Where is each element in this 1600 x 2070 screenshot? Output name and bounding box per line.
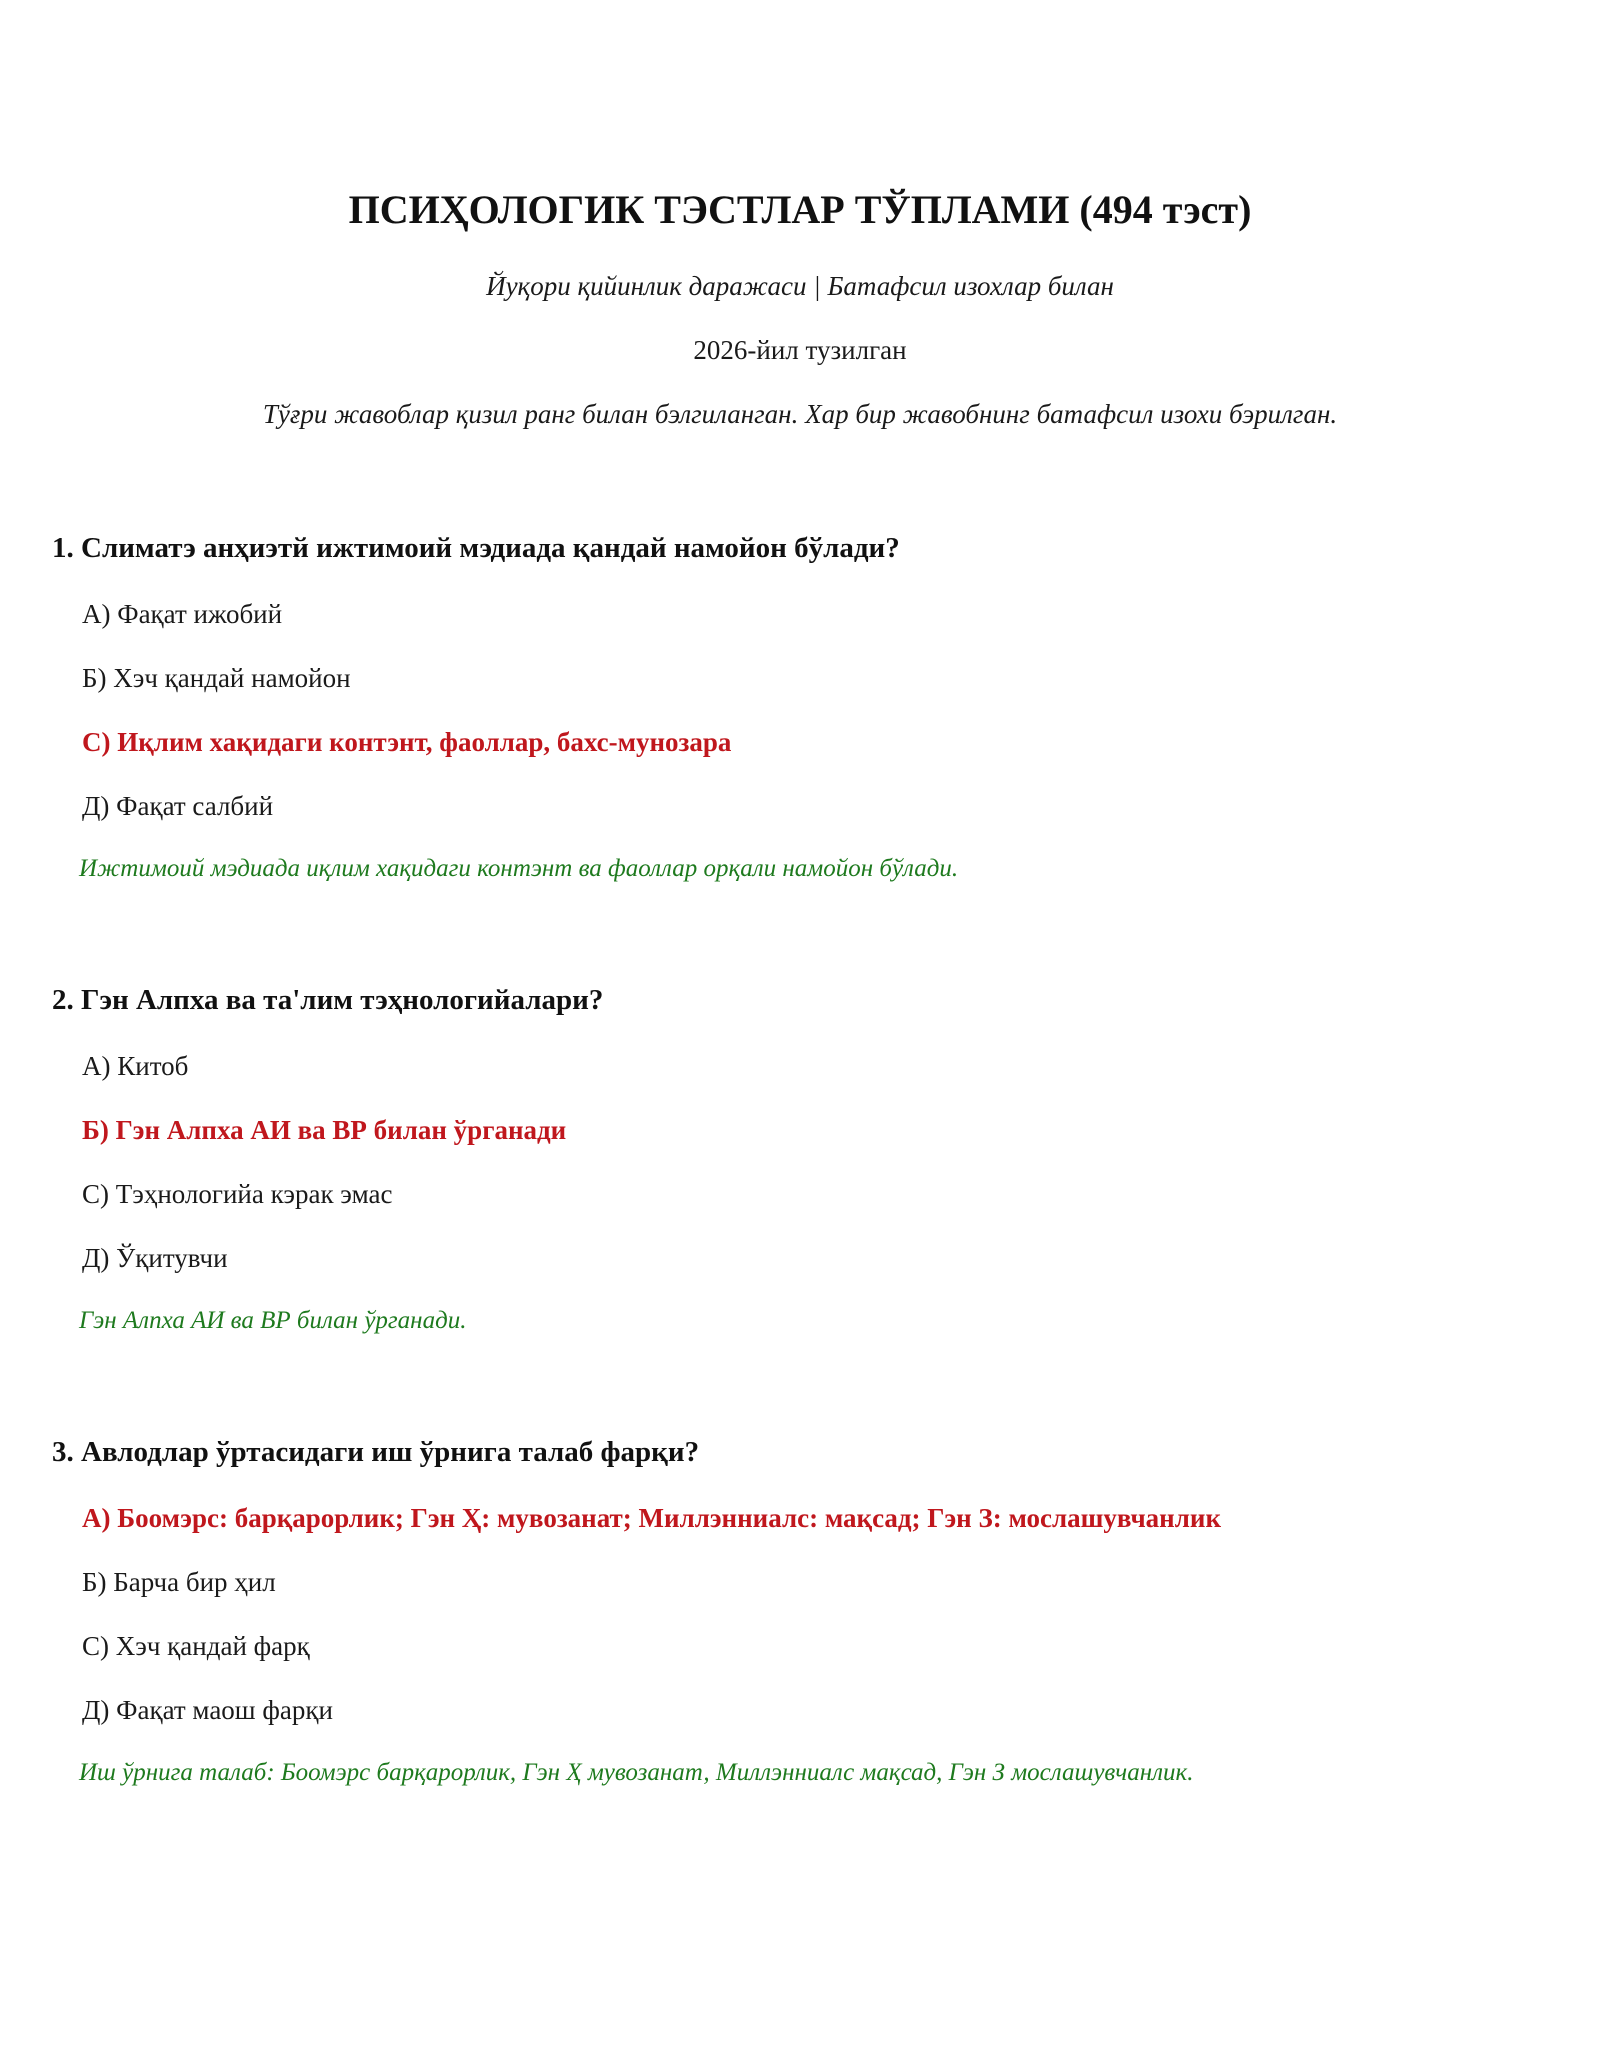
answer-explanation: Иш ўрнига талаб: Боомэрс барқарорлик, Гэн Ҳ мувозанат, Миллэнниалс мақсад, Гэн З мослашувчанлик. (79, 1759, 1194, 1786)
answer-option: Д) Фақат маош фарқи (82, 1695, 333, 1725)
question-text: 3. Авлодлар ўртасидаги иш ўрнига талаб фарқи? (52, 1436, 700, 1468)
option-list (52, 1500, 1552, 1728)
document-note: Тўғри жавоблар қизил ранг билан бэлгиланган. Хар бир жавобнинг батафсил изохи бэрилган. (262, 399, 1338, 429)
answer-option: С) Тэҳнологийа кэрак эмас (82, 1179, 393, 1209)
document-date: 2026-йил тузилган (693, 335, 907, 365)
document-subtitle: Йуқори қийинлик даражаси | Батафсил изохлар билан (486, 271, 1114, 301)
document-title: ПСИҲОЛОГИК ТЭСТЛАР ТЎПЛАМИ (494 тэст) (348, 187, 1252, 232)
answer-option: Д) Фақат салбий (82, 791, 274, 821)
correct-answer-option: С) Иқлим хақидаги контэнт, фаоллар, бахс-мунозара (82, 727, 732, 757)
option-list (52, 596, 1552, 824)
question-text: 1. Слиматэ анҳиэтй ижтимоий мэдиада қандай намойон бўлади? (52, 532, 900, 564)
answer-option: А) Китоб (82, 1051, 189, 1081)
answer-explanation: Ижтимоий мэдиада иқлим хақидаги контэнт ва фаоллар орқали намойон бўлади. (79, 855, 959, 882)
question-block (52, 528, 1552, 886)
question-block (52, 1432, 1552, 1790)
option-list (52, 1048, 1552, 1276)
question-block (52, 980, 1552, 1338)
answer-explanation: Гэн Алпха АИ ва ВР билан ўрганади. (79, 1307, 467, 1334)
answer-option: Д) Ўқитувчи (82, 1243, 228, 1273)
answer-option: С) Хэч қандай фарқ (82, 1631, 310, 1661)
answer-option: Б) Хэч қандай намойон (82, 663, 351, 693)
answer-option: А) Фақат ижобий (82, 599, 283, 629)
correct-answer-option: Б) Гэн Алпха АИ ва ВР билан ўрганади (82, 1115, 567, 1145)
question-text: 2. Гэн Алпха ва та'лим тэҳнологийалари? (52, 984, 604, 1016)
correct-answer-option: А) Боомэрс: барқарорлик; Гэн Ҳ: мувозанат; Миллэнниалс: мақсад; Гэн З: мослашувчанлик (82, 1503, 1221, 1533)
answer-option: Б) Барча бир ҳил (82, 1567, 276, 1597)
